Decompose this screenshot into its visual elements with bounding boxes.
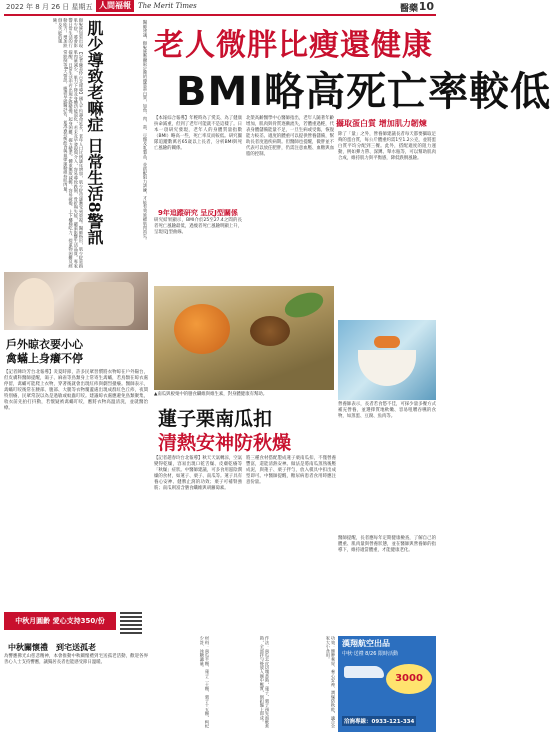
- recipe-ingredients: 材料：南瓜半顆、蓮子二十顆、栗子十五顆、枸杞少許、冰糖適量。: [199, 636, 210, 729]
- study-subheading: 9年追蹤研究 呈反J型關係: [158, 209, 238, 217]
- nutrition-photo: [338, 320, 436, 400]
- main-article-body-c: 研究結果顯示，BMI介於25至27.4之間的長者死亡風險最低，過瘦者死亡風險明顯上升，呈現反J型曲線。: [154, 218, 242, 235]
- pumpkin-chestnut-photo: [154, 286, 334, 390]
- header-divider: [4, 14, 436, 16]
- ad-phone[interactable]: 洽詢專線：0933-121-334: [342, 716, 416, 726]
- summer-headline-line-1: 戶外晾衣要小心: [6, 338, 83, 351]
- ad-subtitle: 中秋‧送禮 8/26 限時活動: [342, 651, 398, 657]
- charity-article-headline: 中秋關懷禮 到宅送孤老: [8, 643, 96, 652]
- newspaper-logo-en: The Merit Times: [138, 2, 197, 10]
- summer-article-body: 【記者陳玲芳台北報導】炎夏時節，許多民眾習慣將衣物晾在戶外陽台，但皮膚科醫師提醒，鴿子、麻雀等鳥類身上常寄生禽蟎，若鳥類在晾衣處停留，禽蟎可能爬上衣物，穿著後就會出現紅疹與劇烈搔癢。醫師表示，禽蟎叮咬後常在腰部、腹部、大腿等衣物覆蓋處出現成群紅色丘疹，夜間特別癢，民眾常誤以為是過敏或蚊蟲叮咬。建議晾衣處應避免鳥類聚集，收衣前先拍打抖動，若懷疑被禽蟎叮咬，應將衣物高溫清洗，並就醫治療。: [4, 370, 148, 411]
- recipe-steps: 作法：南瓜去皮切塊蒸熟，蓮子、栗子預先泡軟煮熟，全部拌勻後放入碗中壓實，倒扣盤上即成。: [259, 636, 270, 729]
- page-number: 10: [418, 0, 434, 13]
- airplane-icon: [344, 666, 384, 678]
- left-intro-text: 銀髮族如果出現肌少症，將會影響日常生活的行動能力，增加跌倒及失能的風險。: [52, 18, 84, 48]
- ad-price-badge: 3000: [386, 664, 432, 694]
- summer-headline-line-2: 禽蟎上身癢不停: [6, 352, 83, 365]
- advertisement[interactable]: [338, 636, 436, 732]
- recipe-headline: 蓮子栗南瓜扣: [158, 408, 273, 430]
- qr-code-icon[interactable]: [120, 612, 142, 634]
- section-name: 醫藥: [399, 4, 418, 14]
- recipe-article-body-a: 【記者趙春玲台北報導】秋天天氣轉涼，空氣變得乾燥，容易出現口乾舌燥、皮膚乾癢等「秋燥」症狀。中醫師建議，可多食用滋陰潤燥的食材，如蓮子、栗子、南瓜等。蓮子具有養心安神、健脾止瀉的功效；栗子可補腎強筋；南瓜則富含膳食纖維與胡蘿蔔素。: [154, 456, 242, 491]
- nutrition-article-body: 營養師表示，長者若食慾不佳，可採少量多餐方式補充營養，並選擇質地軟嫩、容易咀嚼吞嚥的食物，如蒸蛋、豆腐、魚肉等。: [338, 402, 436, 419]
- ad-title: 漢翔航空出品: [342, 639, 390, 648]
- recipe-subheadline: 清熱安神防秋燥: [158, 432, 292, 454]
- main-article-body-b: 北榮高齡醫學中心醫師指出，老年人隨著年齡增加，肌肉與骨質逐漸流失，若體重過輕，代表身體儲備能量不足，一旦生病或受傷，恢復能力較差。適度的體重可以提供營養儲備，幫助長者度過疾病期。但醫師也提醒，微胖並不代表可以放任肥胖，仍需注意血壓、血糖與血脂的控制。: [246, 116, 334, 157]
- clothes-photo: [4, 272, 148, 330]
- issue-date: 2022 年 8 月 26 日 星期五: [6, 3, 93, 11]
- left-article-headline: 肌少導致老嘛症 日常生活8警訊: [85, 20, 104, 245]
- protein-subheading: 攝取蛋白質 增加肌力韌煉: [336, 119, 427, 128]
- main-subheadline: BMI略高死亡率較低: [176, 69, 551, 115]
- newspaper-logo: 人間福報: [96, 0, 134, 12]
- left-article-body-1: 【記者陳美伶台北報導】國人平均壽命延長，老年人口比例逐年增加，肌少症也逐漸受到重視。醫師指出，肌少症是指肌肉量減少、肌力下降及身體功能退化，若未及早發現與介入，容易導致跌倒、骨折與失能，嚴重影響生活品質。專家提醒，日常生活中若出現走路變慢、起身困難、握力變差、體重無故減輕、容易疲倦、上下樓梯吃力、提重物困難及經常跌倒等8大警訊，應盡早就醫評估，並透過均衡飲食與規律運動維持肌肉量。: [63, 50, 84, 268]
- charity-article-body: 為響應佛光山慈悲精神，本會推動中秋關懷禮到宅送孤老活動，歡迎各界善心人士支持響應，讓獨居長者也能感受節日溫暖。: [4, 654, 148, 665]
- main-headline: 老人微胖比瘦還健康: [154, 28, 433, 63]
- summer-article-headline: [6, 338, 83, 366]
- recipe-article-body-b: 將三種食材搭配製成蓮子栗南瓜扣，不僅營養豐富，還能清熱安神。做法是將南瓜蒸熟後壓成泥，與蓮子、栗子拌勻，放入模具中扣出成型即可。中醫師提醒，糖尿病患者食用時應注意份量。: [246, 456, 336, 485]
- main-article-body-a: 【本報綜合報導】年輕時為了愛美、為了健康拚命減重，但到了老年可能就不是這樣了。日本一項研究發現，老年人的身體質量指數（BMI）略高一些，死亡率反而較低。研究團隊追蹤數萬名65歲以上長者，分析BMI與死亡風險的關係。: [154, 116, 242, 151]
- left-article-body-2: 醫師建議，銀髮族應攝取足夠的優質蛋白質，如魚、肉、蛋、豆類及乳製品，並搭配阻力訓練，才能有效延緩肌肉流失。: [143, 20, 148, 243]
- health-tip-body: 醫師提醒，長者應每年定期健康檢查，了解自己的體重、肌肉量與營養狀態，並在醫師與營養師的指導下，維持適當體重，才能健康老化。: [338, 536, 436, 553]
- page-header: [0, 0, 440, 14]
- recipe-benefits: 功效：健脾養胃、養心安神、潤燥防秋乾，適合全家大小食用。: [325, 636, 336, 729]
- mid-autumn-promo-banner[interactable]: 中秋月圓齡 愛心支持350/份: [4, 612, 116, 630]
- photo-caption: ▲南瓜與板栗中的膳食纖維與維生素，對身體健康有幫助。: [154, 392, 268, 397]
- protein-article-body: 除了「量」之外，營養師建議長者每天都要攝取足夠的蛋白質，每公斤體重約需1至1.2公克，並將蛋白質平均分配到三餐。此外，搭配適度的阻力運動，例如彈力帶、深蹲、舉水瓶等，可以幫助肌肉合成，維持肌力與平衡感，降低跌倒風險。: [338, 132, 436, 161]
